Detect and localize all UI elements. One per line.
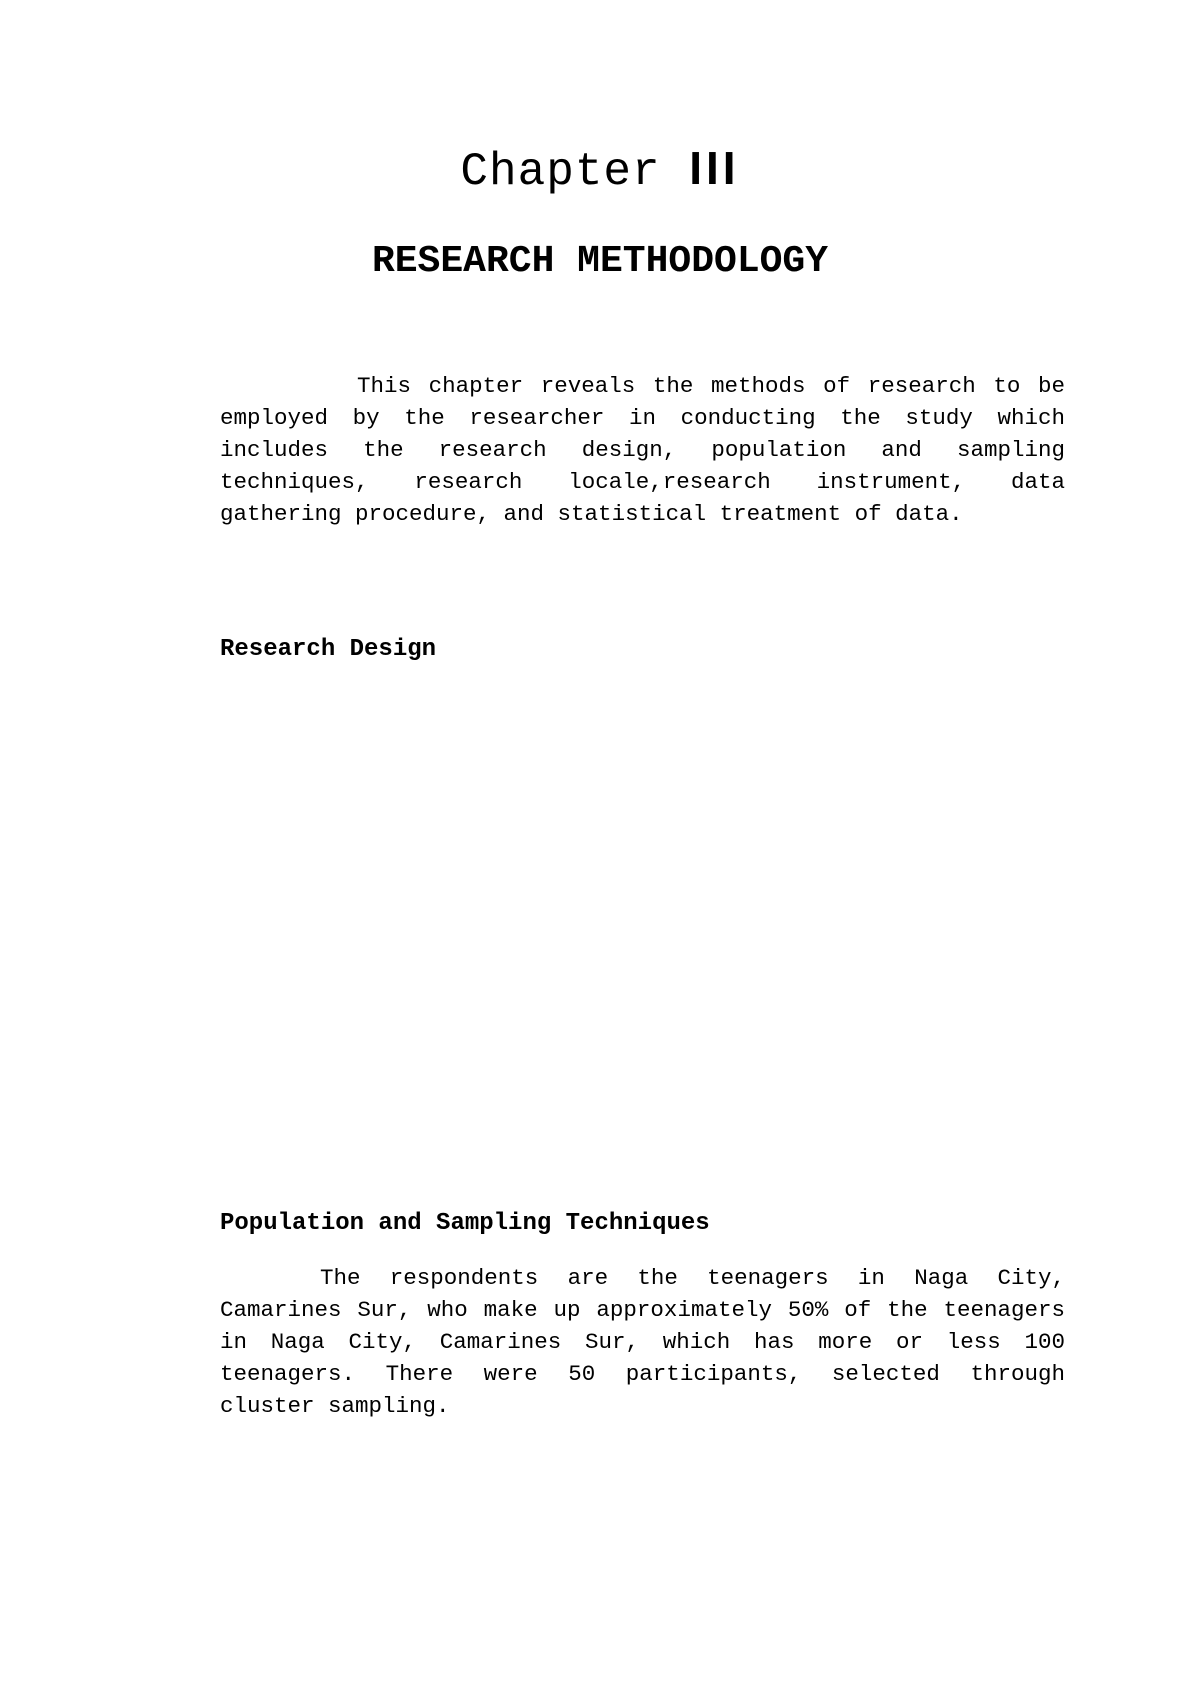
chapter-label: Chapter	[460, 146, 661, 198]
intro-paragraph: This chapter reveals the methods of research to be employed by the researcher in conducting the study which includes the research design, population and sampling techniques, research locale,research instrument, data gathering procedure, and statistical treatment of data.	[220, 373, 1065, 527]
population-sampling-paragraph: The respondents are the teenagers in Naga City, Camarines Sur, who make up approximately 50% of the teenagers in Naga City, Camarines Sur, which has more or less 100 teenagers. There were 50 participants, selected through cluster sampling.	[220, 1265, 1065, 1419]
chapter-title	[0, 140, 1200, 200]
research-design-heading: Research Design	[220, 636, 437, 663]
population-sampling-heading: Population and Sampling Techniques	[220, 1210, 710, 1237]
page-title: RESEARCH METHODOLOGY	[371, 240, 829, 283]
chapter-numeral: III	[689, 142, 740, 194]
